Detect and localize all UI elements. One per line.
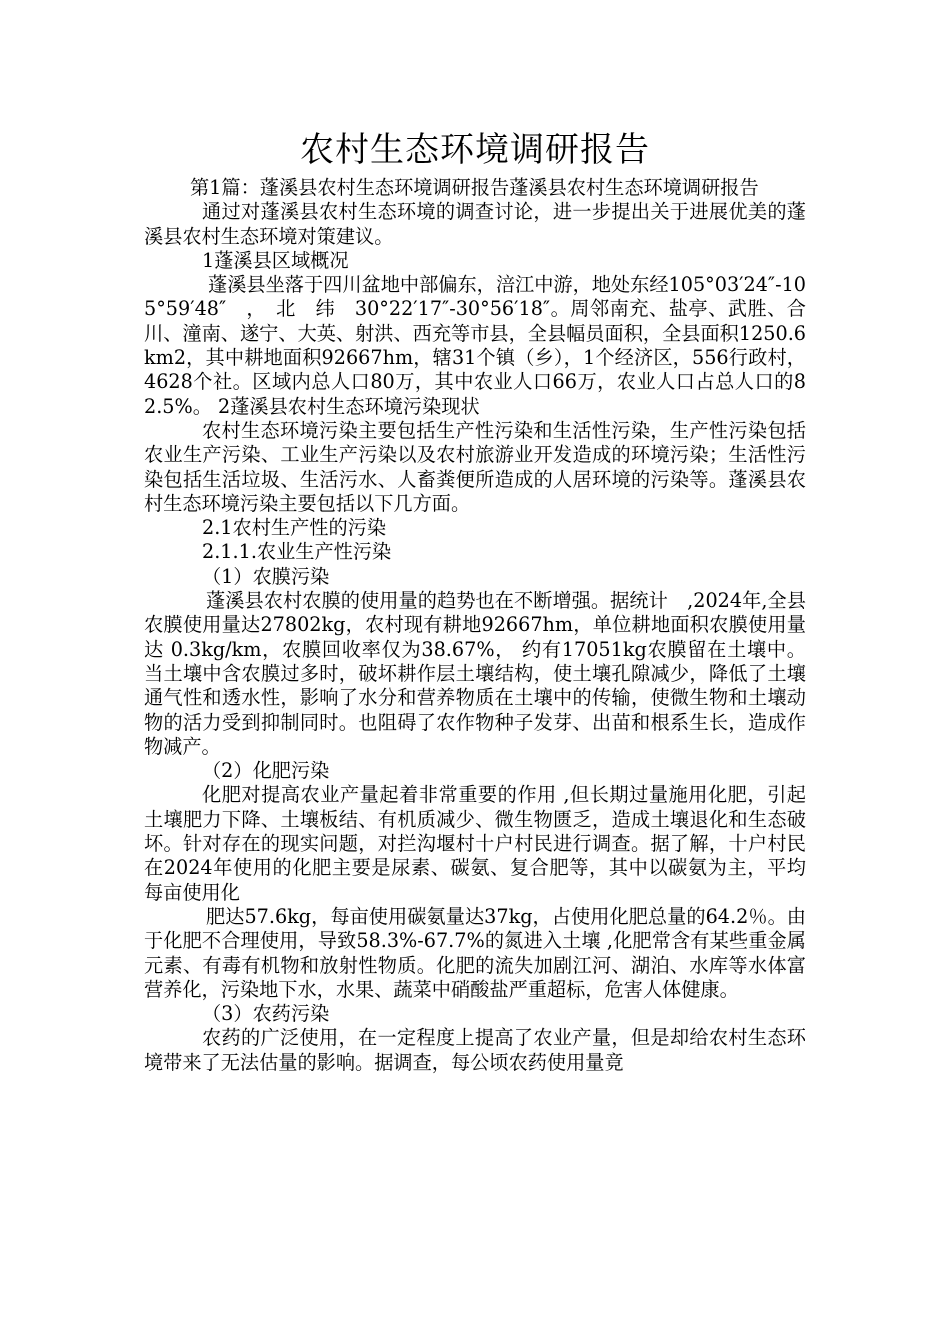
paragraph: （1）农膜污染 <box>202 564 330 588</box>
paragraph: 蓬溪县农村农膜的使用量的趋势也在不断增强。据统计 ,2024年,全县农膜使用量达27802kg，农村现有耕地92667hm，单位耕地面积农膜使用量达 0.3kg/km，农膜回收率仅为38.67%， 约有17051kg农膜留在土壤中。当土壤中含农膜过多时，破坏耕作层土壤结构，使土壤孔隙减少，降低了土壤通气性和透水性，影响了水分和营养物质在土壤中的传输，使微生物和土壤动物的活力受到抑制同时。也阻碍了农作物种子发芽、出苗和根系生长，造成作物减产。 <box>144 589 806 758</box>
paragraph: 农药的广泛使用，在一定程度上提高了农业产量，但是却给农村生态环境带来了无法估量的影响。据调查，每公顷农药使用量竟 <box>144 1026 806 1074</box>
document-page <box>144 128 806 1075</box>
paragraph: （2）化肥污染 <box>202 759 330 783</box>
paragraph: 肥达57.6kg，每亩使用碳氨量达37kg，占使用化肥总量的64.2％。由于化肥不合理使用，导致58.3%-67.7%的氮进入土壤 ,化肥常含有某些重金属元素、有毒有机物和放射性物质。化肥的流失加剧江河、湖泊、水库等水体富营养化，污染地下水，水果、蔬菜中硝酸盐严重超标，危害人体健康。 <box>144 904 806 1001</box>
paragraph: 第1篇：蓬溪县农村生态环境调研报告蓬溪县农村生态环境调研报告 <box>190 176 759 199</box>
paragraph: （3）农药污染 <box>202 1002 330 1026</box>
paragraph: 2.1农村生产性的污染 <box>202 516 387 540</box>
paragraph: 农村生态环境污染主要包括生产性污染和生活性污染，生产性污染包括农业生产污染、工业生产污染以及农村旅游业开发造成的环境污染；生活性污染包括生活垃圾、生活污水、人畜粪便所造成的人居环境的污染等。蓬溪县农村生态环境污染主要包括以下几方面。 <box>144 418 806 515</box>
paragraph: 2.1.1.农业生产性污染 <box>202 540 392 564</box>
paragraph: 通过对蓬溪县农村生态环境的调查讨论，进一步提出关于进展优美的蓬溪县农村生态环境对策建议。 <box>144 200 806 248</box>
paragraph: 蓬溪县坐落于四川盆地中部偏东，涪江中游，地处东经105°03′24″-105°59′48″ ， 北 纬 30°22′17″-30°56′18″。周邻南充、盐亭、武胜、合川、潼南、遂宁、大英、射洪、西充等市县，全县幅员面积，全县面积1250.6km2，其中耕地面积92667hm，辖31个镇（乡），1个经济区，556行政村，4628个社。区域内总人口80万，其中农业人口66万，农业人口占总人口的82.5%。 2蓬溪县农村生态环境污染现状 <box>144 273 806 418</box>
paragraph: 化肥对提高农业产量起着非常重要的作用 ,但长期过量施用化肥，引起土壤肥力下降、土壤板结、有机质减少、微生物匮乏，造成土壤退化和生态破坏。针对存在的现实问题，对拦沟堰村十户村民进行调查。据了解，十户村民在2024年使用的化肥主要是尿素、碳氨、复合肥等，其中以碳氨为主，平均每亩使用化 <box>144 783 806 904</box>
document-body <box>144 176 806 1075</box>
paragraph: 1蓬溪县区域概况 <box>202 248 349 272</box>
document-title: 农村生态环境调研报告 <box>300 130 650 170</box>
